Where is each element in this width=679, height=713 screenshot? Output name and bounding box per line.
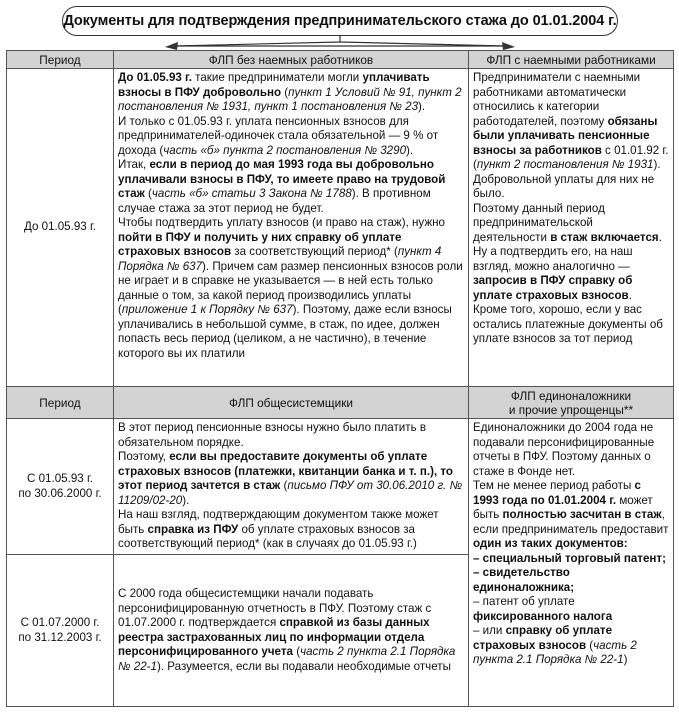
period-cell xyxy=(7,69,114,387)
text-run: Ну а подтвердить его, на наш взгляд, можно аналогично — xyxy=(473,245,633,273)
text-run: такие предприниматели могли xyxy=(191,71,363,84)
text-run: часть 2 пункта 2.1 Порядка № 22-1 xyxy=(473,638,637,666)
text-run: Предприниматели с наемными работниками автоматически относились к категории работодателей, поэтому xyxy=(473,71,641,128)
text-run: часть 2 пункта 2.1 Порядка № 22-1 xyxy=(118,645,456,673)
text-run: полностью засчитан в стаж xyxy=(502,508,662,521)
text-run: уплачивать взносы в ПФУ добровольно xyxy=(118,71,430,99)
text-run: часть «б» пункта 2 постановления № 3290 xyxy=(163,143,407,157)
text-run: справку об уплате страховых взносов xyxy=(473,624,613,652)
text-run: Поэтому, xyxy=(118,450,170,463)
text-run: пункт 2 постановления № 1931 xyxy=(476,158,654,171)
text-run: с 1993 года по 01.01.2004 г. xyxy=(473,479,641,507)
period-cell xyxy=(7,555,114,707)
period-label: С 01.07.2000 г. xyxy=(20,616,100,629)
text-run: в стаж включается xyxy=(550,230,659,244)
text-run: Тем не менее период работы xyxy=(473,479,635,492)
text-run: часть «б» статьи 3 Закона № 1788 xyxy=(151,187,352,200)
table-header-row xyxy=(7,51,674,69)
page-title-text: Документы для подтверждения предпринимательского стажа до 01.01.2004 г. xyxy=(63,13,617,29)
flp-general-cell xyxy=(114,419,469,555)
text-run: ( xyxy=(586,638,594,652)
text-run: . xyxy=(628,288,632,302)
text-run: ( xyxy=(144,187,152,200)
text-run: С 2000 года общесистемщики начали подавать персонифицированную отчетность в ПФУ. Поэтому стаж с 01.07.2000 г. подтверждается xyxy=(118,587,432,629)
text-run: , если предприниматель предоставит xyxy=(473,508,669,536)
text-run: если вы предоставите документы об уплате страховых взносов (платежки, квитанции банка и т. п.), то этот период зачтется в стаж xyxy=(118,450,453,492)
header-period: Период xyxy=(7,387,114,419)
text-run: Единоналожники до 2004 года не подавали персонифицированные отчеты в ПФУ. Поэтому данных о стаже в Фонде нет. xyxy=(473,421,655,478)
text-run: ( xyxy=(280,479,288,492)
text-run: Поэтому данный период предпринимательской деятельности xyxy=(473,201,605,244)
text-run: ). Поэтому, даже если взносы уплачивались в небольшой сумме, в стаж, по идее, должен попасть весь период (целиком, а не частично), в течение которого вы их платили xyxy=(118,303,452,360)
text-run: может быть xyxy=(473,493,653,521)
text-run: ). xyxy=(406,143,414,157)
text-run: один из таких документов: xyxy=(473,537,628,550)
text-run: обязаны были уплачивать пенсионные взносы за работников xyxy=(473,114,658,157)
header-flp-with-workers: ФЛП с наемными работниками xyxy=(469,51,674,69)
header-line: и прочие упрощенцы** xyxy=(508,402,634,417)
period-label: С 01.05.93 г. xyxy=(27,472,93,485)
text-run: пункт 4 Порядка № 637 xyxy=(118,245,442,273)
text-run: ). В противном случае стажа за этот период не будет. xyxy=(118,187,431,215)
text-run: – специальный торговый патент; xyxy=(473,551,666,565)
text-run: запросив в ПФУ справку об уплате страховых взносов xyxy=(473,274,633,302)
period-cell xyxy=(7,419,114,555)
text-run: ). Разумеется, если вы подавали необходимые отчеты xyxy=(156,659,451,673)
text-run: – или xyxy=(473,624,506,637)
text-run: Добровольной уплаты для них не было. xyxy=(473,172,655,200)
text-run: – свидетельство единоналожника; xyxy=(473,566,575,594)
text-run: пойти в ПФУ и получить у них справку об уплате страховых взносов xyxy=(118,230,402,258)
header-line: ФЛП единоналожники xyxy=(510,388,632,403)
text-run: за соответствующий период* ( xyxy=(231,245,398,258)
flp-general-cell xyxy=(114,555,469,707)
text-run: приложение 1 к Порядку № 637 xyxy=(121,303,293,316)
text-run: если в период до мая 1993 года вы добровольно уплачивали взносы в ПФУ, то имеете право на трудовой стаж xyxy=(118,158,446,200)
table-row xyxy=(7,69,674,387)
period-label: по 30.06.2000 г. xyxy=(18,486,102,500)
header-period: Период xyxy=(7,51,114,69)
text-run: И только с 01.05.93 г. уплата пенсионных взносов для предпринимателей-одиночек стала обязательной — 9 % от дохода ( xyxy=(118,114,439,157)
text-run: письмо ПФУ от 30.06.2010 г. № 11209/02-20 xyxy=(118,479,463,507)
text-run: . xyxy=(658,230,662,244)
text-run: справка из ПФУ xyxy=(147,522,239,536)
flp-no-workers-cell xyxy=(114,69,469,387)
text-run: Чтобы подтвердить уплату взносов (и право на стаж), нужно xyxy=(118,216,445,229)
flp-with-workers-cell xyxy=(469,69,674,387)
header-flp-single-tax xyxy=(469,387,674,419)
text-run: пункт 1 Условий № 91, пункт 2 постановления № 1931, пункт 1 постановления № 23 xyxy=(118,85,462,113)
text-run: ). xyxy=(418,100,426,113)
table-header-row xyxy=(7,387,674,419)
flp-single-tax-cell xyxy=(469,419,674,707)
header-flp-no-workers: ФЛП без наемных работников xyxy=(114,51,469,69)
text-run: На наш взгляд, подтверждающим документом также может быть xyxy=(118,508,439,536)
text-run: Кроме того, хорошо, если у вас остались платежные документы об уплате взносов за тот период xyxy=(473,303,663,345)
documents-table xyxy=(6,50,674,707)
text-run: с 01.01.92 г. ( xyxy=(473,143,669,171)
text-run: фиксированного налога xyxy=(473,609,613,623)
header-flp-general: ФЛП общесистемщики xyxy=(114,387,469,419)
text-run: ). Причем сам размер пенсионных взносов роли не играет и в справке не указывается — в ней есть только данные о том, за какой период производились уплаты ( xyxy=(118,259,463,316)
period-label: по 31.12.2003 г. xyxy=(18,630,102,644)
text-run: ( xyxy=(281,85,289,99)
text-run: ). xyxy=(182,493,190,507)
text-run: В этот период пенсионные взносы нужно было платить в обязательном порядке. xyxy=(118,421,426,449)
text-run: До 01.05.93 г. xyxy=(118,71,192,84)
text-run: ( xyxy=(292,645,301,658)
text-run: справкой из базы данных реестра застрахованных лиц по информации отдела персонифицированного учета xyxy=(118,616,430,658)
text-run: ) xyxy=(623,653,628,666)
text-run: об уплате страховых взносов за соответствующий период* (как в случаях до 01.05.93 г.) xyxy=(118,522,417,550)
text-run: Итак, xyxy=(118,158,150,171)
text-run: – патент об уплате xyxy=(473,595,575,608)
table-row xyxy=(7,419,674,555)
text-run: ). xyxy=(653,158,661,171)
period-label: До 01.05.93 г. xyxy=(23,220,97,234)
